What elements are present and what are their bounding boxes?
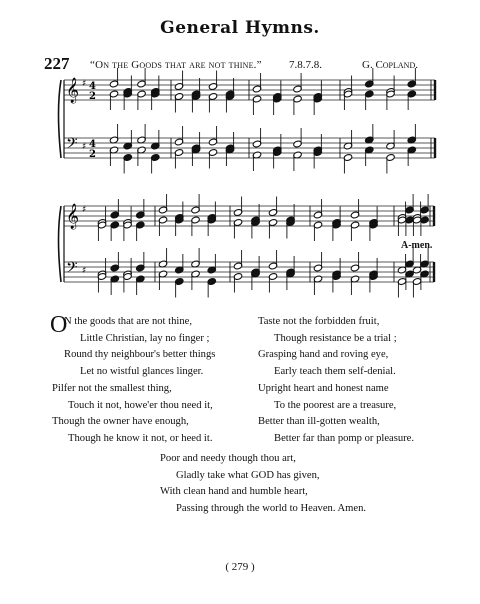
key-signature-icon: ♯ bbox=[82, 205, 87, 215]
hymn-composer: G. Copland. bbox=[362, 59, 418, 71]
bass-clef-icon: 𝄢 bbox=[66, 135, 78, 156]
time-signature-icon: 2 bbox=[89, 149, 96, 160]
verse-line: Better than ill-gotten wealth, bbox=[258, 416, 380, 427]
verse-3 bbox=[52, 381, 213, 447]
page-number: ( 279 ) bbox=[225, 561, 255, 573]
verse-line: Round thy neighbour's better things bbox=[64, 349, 216, 360]
key-signature-icon: ♯ bbox=[82, 142, 87, 152]
verse-5 bbox=[160, 451, 366, 517]
hymn-number: 227 bbox=[44, 54, 70, 73]
verse-line: Gladly take what GOD has given, bbox=[176, 469, 320, 481]
key-signature-icon: ♯ bbox=[82, 79, 87, 89]
verse-line: Little Christian, lay no finger ; bbox=[80, 332, 210, 344]
verse-line: Upright heart and honest name bbox=[258, 383, 389, 394]
verse-line: Grasping hand and roving eye, bbox=[258, 349, 389, 360]
time-signature-icon: 4 bbox=[89, 139, 96, 150]
page-title: General Hymns. bbox=[160, 18, 320, 38]
system-brace bbox=[59, 80, 62, 158]
time-signature-icon: 2 bbox=[89, 91, 96, 102]
treble-clef-icon: 𝄞 bbox=[66, 78, 80, 103]
verse-line: Poor and needy though thou art, bbox=[160, 453, 296, 464]
verse-line: Though resistance be a trial ; bbox=[274, 332, 397, 344]
verse-line: With clean hand and humble heart, bbox=[160, 486, 308, 497]
verse-line: Better far than pomp or pleasure. bbox=[274, 432, 415, 444]
amen-label: A-men. bbox=[401, 240, 433, 251]
verse-line-text: N the goods that are not thine, bbox=[64, 316, 192, 327]
treble-clef-icon: 𝄞 bbox=[66, 204, 80, 229]
verse-1 bbox=[50, 312, 216, 380]
verse-2 bbox=[258, 314, 397, 380]
verse-line: Taste not the forbidden fruit, bbox=[258, 316, 380, 327]
system-brace bbox=[59, 206, 62, 282]
verse-line: Passing through the world to Heaven. Amen. bbox=[176, 502, 367, 514]
music-score bbox=[0, 0, 480, 300]
verse-line: Though he know it not, or heed it. bbox=[68, 432, 213, 444]
verse-line: Touch it not, howe'er thou need it, bbox=[68, 399, 213, 411]
hymn-title: “On the Goods that are not thine.” bbox=[90, 59, 262, 71]
key-signature-icon: ♯ bbox=[82, 266, 87, 276]
bass-clef-icon: 𝄢 bbox=[66, 259, 78, 280]
hymn-meter: 7.8.7.8. bbox=[289, 59, 322, 71]
time-signature-icon: 4 bbox=[89, 81, 96, 92]
verse-4 bbox=[258, 381, 414, 447]
verse-line: Let no wistful glances linger. bbox=[80, 365, 204, 377]
verse-line: Pilfer not the smallest thing, bbox=[52, 383, 172, 394]
verse-line: To the poorest are a treasure, bbox=[274, 399, 397, 411]
verse-line: Though the owner have enough, bbox=[52, 416, 189, 427]
drop-cap: O bbox=[50, 312, 68, 338]
verse-line: Early teach them self-denial. bbox=[274, 365, 396, 377]
